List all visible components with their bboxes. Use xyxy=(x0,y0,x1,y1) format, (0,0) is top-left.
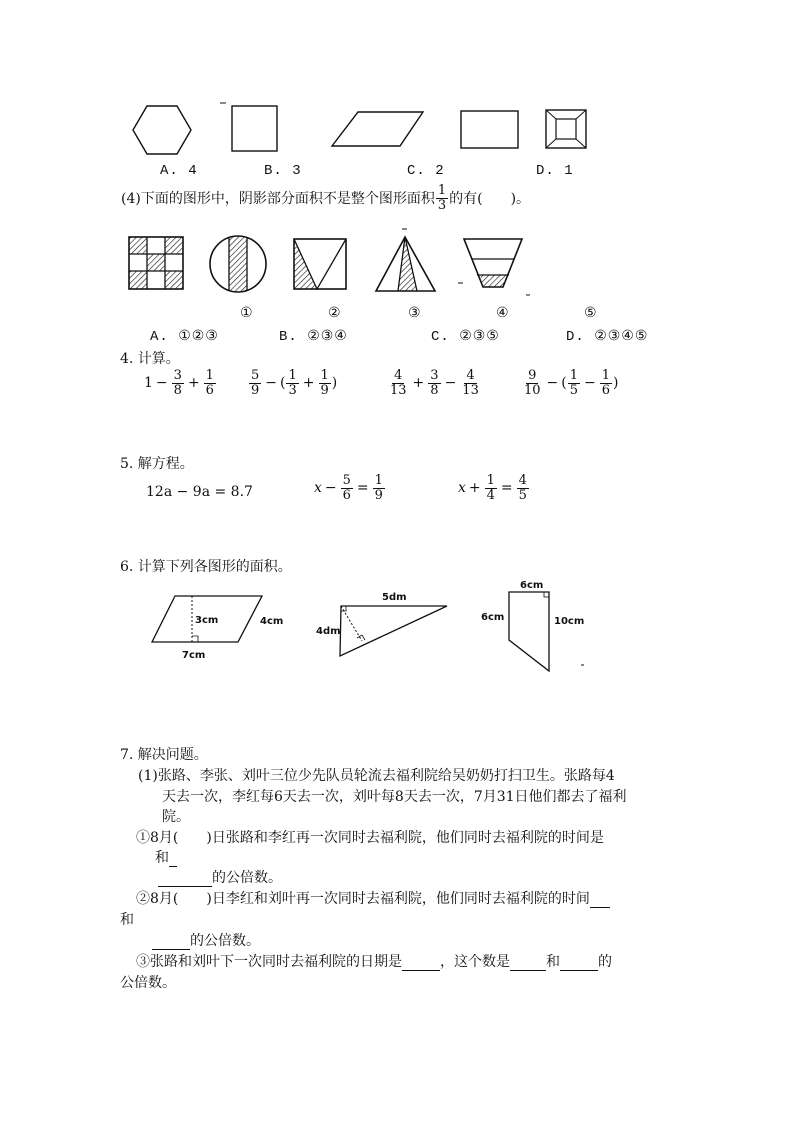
sub3-line1 xyxy=(136,951,612,971)
q4-prefix: (4)下面的图形中，阴影部分面积不是整个图形面积 xyxy=(121,191,435,208)
eq2-frac-a: $\frac{5}{6}$ xyxy=(342,473,351,503)
calc2-frac-a: $\frac{5}{9}$ xyxy=(251,368,260,398)
trap-left-label: 6cm xyxy=(481,612,505,623)
q3-option-b: B. 3 xyxy=(264,163,302,179)
para-base-label: 7cm xyxy=(182,650,206,661)
sub3-text-b: ，这个数是 xyxy=(440,954,510,970)
trapezoid-area-figure xyxy=(481,580,584,671)
eq3-frac-a: $\frac{1}{4}$ xyxy=(486,473,495,503)
triangle-area-figure xyxy=(316,592,447,656)
sub2-suffix: 的公倍数。 xyxy=(190,933,260,949)
problem1-line2: 天去一次，李红每6天去一次，刘叶每8天去一次，7月31日他们都去了福利 xyxy=(162,789,627,805)
calc1-term: 1 xyxy=(144,375,153,392)
calc-expression-4: $\frac{9}{10}$ − ( $\frac{1}{5}$ − $\frac{1}{6}$ ) xyxy=(524,368,619,398)
calc-expression-3: $\frac{4}{13}$ + $\frac{3}{8}$ − $\frac{4}{13}$ xyxy=(390,368,479,398)
section5-title: 5. 解方程。 xyxy=(120,456,194,472)
q4-frac-num: 1 xyxy=(437,183,447,198)
problem1-line3: 院。 xyxy=(162,809,190,825)
calc4-frac-c: $\frac{1}{6}$ xyxy=(601,368,611,398)
calc2-frac-c: $\frac{1}{9}$ xyxy=(320,368,329,398)
sub1-line2 xyxy=(155,847,177,867)
section7-title: 7. 解决问题。 xyxy=(120,747,208,763)
calc3-frac-b: $\frac{3}{8}$ xyxy=(430,368,439,398)
parallelogram-area-figure xyxy=(152,596,283,661)
sub1-line1: ①8月( )日张路和李红再一次同时去福利院，他们同时去福利院的时间是 xyxy=(136,830,604,846)
calc2-frac-b: $\frac{1}{3}$ xyxy=(288,368,297,398)
calc-expression-2: $\frac{5}{9}$ − ( $\frac{1}{3}$ + $\frac{1}{9}$ ) xyxy=(251,368,338,398)
q4-option-b: B. ②③④ xyxy=(279,329,348,345)
circle-figure xyxy=(210,235,266,295)
q3-option-a: A. 4 xyxy=(160,163,198,179)
trap-right-label: 10cm xyxy=(554,616,585,627)
grid-figure xyxy=(129,237,183,289)
eq2-variable: x xyxy=(314,480,322,497)
sub2-text: ②8月( )日李红和刘叶再一次同时去福利院，他们同时去福利院的时间 xyxy=(136,891,590,907)
calc1-frac-c: $\frac{1}{6}$ xyxy=(205,368,214,398)
parallelogram-figure xyxy=(332,112,423,146)
q4-option-c: C. ②③⑤ xyxy=(431,329,500,345)
hexagon-figure xyxy=(133,106,191,154)
sub2-blank-1[interactable] xyxy=(590,907,610,908)
q4-figure-label-3: ③ xyxy=(408,305,421,321)
calc3-frac-c: $\frac{4}{13}$ xyxy=(462,368,479,398)
sub3-text-c: 和 xyxy=(546,954,560,970)
q4-option-a: A. ①②③ xyxy=(150,329,219,345)
sub3-blank-3[interactable] xyxy=(560,970,598,971)
sub3-blank-1[interactable] xyxy=(402,970,440,971)
tri-top-label: 5dm xyxy=(382,592,407,603)
square-figure xyxy=(232,106,277,151)
eq3-frac-b: $\frac{4}{5}$ xyxy=(518,473,527,503)
q4-option-d: D. ②③④⑤ xyxy=(566,329,649,345)
equation-1: 12a − 9a = 8.7 xyxy=(146,484,253,500)
equation-3: x + $\frac{1}{4}$ = $\frac{4}{5}$ xyxy=(458,473,527,503)
area-figures xyxy=(140,578,600,678)
eq3-variable: x xyxy=(458,480,466,497)
tri-left-label: 4dm xyxy=(316,626,341,637)
calc-expression-1: 1 − $\frac{3}{8}$ + $\frac{1}{6}$ xyxy=(144,368,214,398)
para-side-label: 4cm xyxy=(260,616,284,627)
q4-figure-label-1: ① xyxy=(240,305,253,321)
section4-title: 4. 计算。 xyxy=(120,351,180,367)
sub1-and: 和 xyxy=(155,850,169,866)
q3-option-c: C. 2 xyxy=(407,163,445,179)
sub3-blank-2[interactable] xyxy=(510,970,546,971)
sub2-line1 xyxy=(136,888,610,908)
q3-figures xyxy=(120,100,600,160)
sub2-line3 xyxy=(152,930,260,950)
square-triangle-figure xyxy=(294,239,346,289)
calc3-frac-a: $\frac{4}{13}$ xyxy=(390,368,407,398)
q4-figure-label-5: ⑤ xyxy=(584,305,597,321)
q3-option-d: D. 1 xyxy=(536,163,574,179)
sub2-blank-2[interactable] xyxy=(152,949,190,950)
sub1-blank-2[interactable] xyxy=(158,886,212,887)
sub3-line2: 公倍数。 xyxy=(120,975,176,991)
q4-suffix: 的有( )。 xyxy=(449,191,531,208)
sub1-suffix: 的公倍数。 xyxy=(212,870,282,886)
calc4-frac-b: $\frac{1}{5}$ xyxy=(569,368,579,398)
equation-2: x − $\frac{5}{6}$ = $\frac{1}{9}$ xyxy=(314,473,383,503)
sub3-text-d: 的 xyxy=(598,954,612,970)
q4-figures xyxy=(120,225,560,300)
triangle-figure xyxy=(376,229,435,291)
q4-figure-label-2: ② xyxy=(328,305,341,321)
trapezoid-figure xyxy=(458,239,530,295)
section6-title: 6. 计算下列各图形的面积。 xyxy=(120,559,292,575)
q4-figure-label-4: ④ xyxy=(496,305,509,321)
q4-fraction xyxy=(436,184,448,212)
calc4-frac-a: $\frac{9}{10}$ xyxy=(524,368,541,398)
sub2-line2: 和 xyxy=(120,912,134,928)
sub1-line3 xyxy=(158,867,282,887)
eq2-frac-b: $\frac{1}{9}$ xyxy=(374,473,383,503)
problem1-line1: (1)张路、李张、刘叶三位少先队员轮流去福利院给吴奶奶打扫卫生。张路每4 xyxy=(138,768,615,784)
para-height-label: 3cm xyxy=(195,615,219,626)
rectangle-figure xyxy=(461,111,518,148)
frame-figure xyxy=(546,110,586,148)
calc1-frac-b: $\frac{3}{8}$ xyxy=(173,368,182,398)
trap-top-label: 6cm xyxy=(520,580,544,591)
q4-question xyxy=(121,184,530,212)
q4-frac-den: 3 xyxy=(437,197,447,213)
sub3-text-a: ③张路和刘叶下一次同时去福利院的日期是 xyxy=(136,954,402,970)
